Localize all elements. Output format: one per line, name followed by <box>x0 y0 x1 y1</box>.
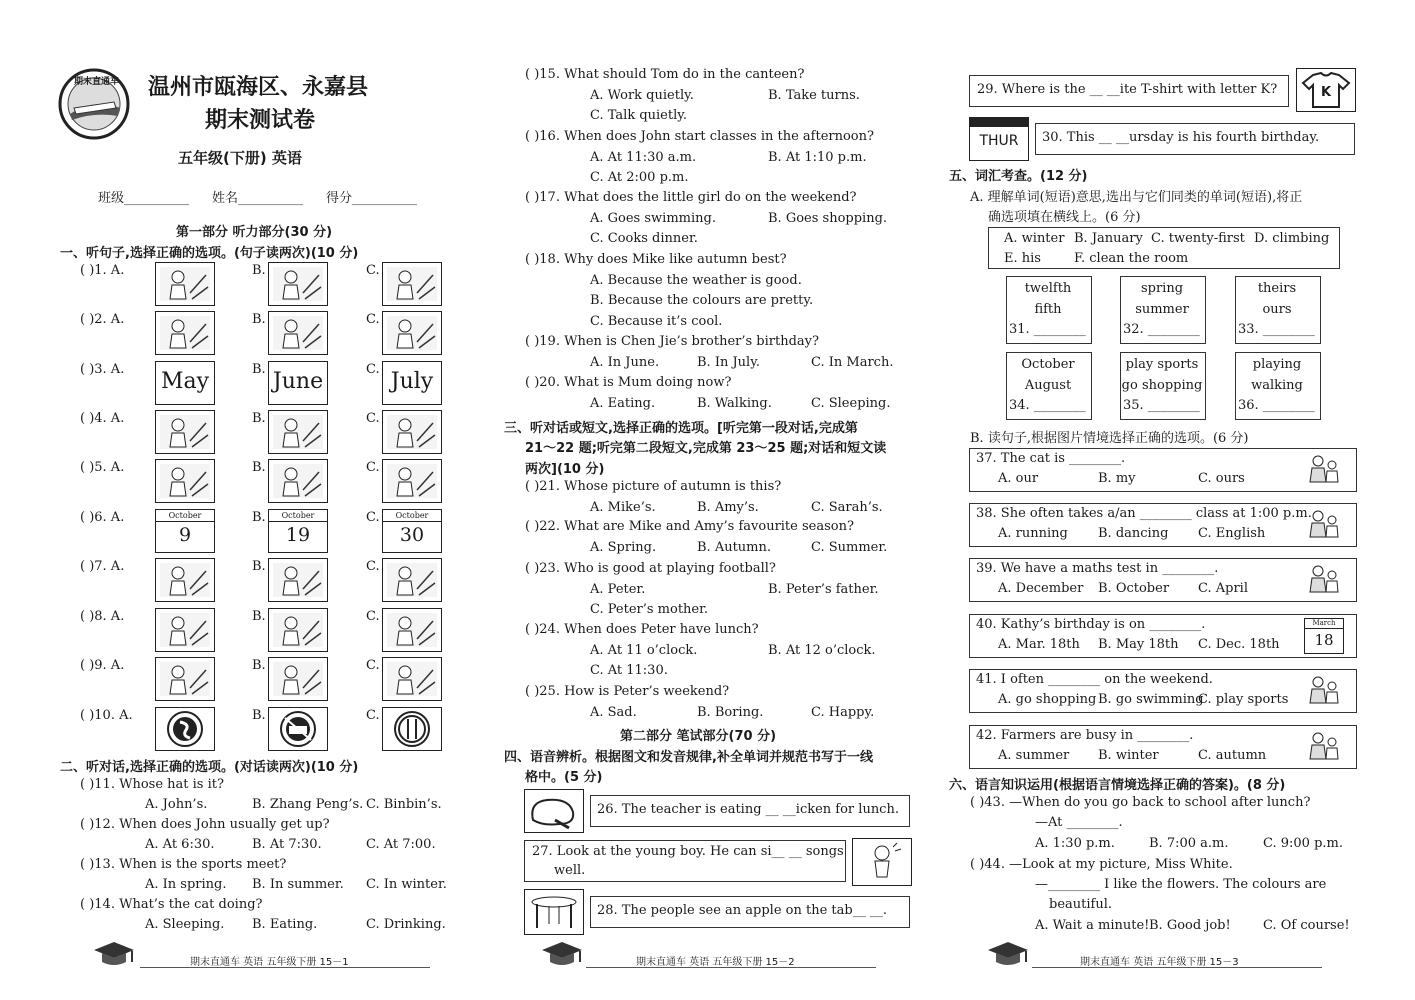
group-35-word1: play sports <box>1125 357 1199 372</box>
section1-title: 一、听句子,选择正确的选项。(句子读两次)(10 分) <box>60 246 359 261</box>
group-31-answer[interactable]: 31. ________ <box>1009 322 1086 337</box>
q38-c[interactable]: C. English <box>1198 526 1266 541</box>
sketch-illustration <box>383 312 441 354</box>
q42-a[interactable]: A. summer <box>998 748 1070 763</box>
calendar-month: October <box>156 510 214 522</box>
q44-c[interactable]: C. Of course! <box>1263 918 1350 933</box>
q27-line2: well. <box>554 863 586 878</box>
q2-option-a-image[interactable] <box>155 311 215 355</box>
q2-c-label: C. <box>366 312 380 327</box>
group-34-answer[interactable]: 34. ________ <box>1009 398 1086 413</box>
section2-title: 二、听对话,选择正确的选项。(对话读两次)(10 分) <box>60 760 359 775</box>
group-33-word1: theirs <box>1257 281 1297 296</box>
q7-c-label: C. <box>366 559 380 574</box>
q7-b-label: B. <box>252 559 266 574</box>
part1-title: 第一部分 听力部分(30 分) <box>176 225 333 240</box>
q1-option-c-image[interactable] <box>382 262 442 306</box>
month-a: May <box>160 369 210 394</box>
thur-label: THUR <box>979 133 1019 149</box>
section6-title: 六、语言知识运用(根据语言情境选择正确的答案)。(8 分) <box>949 778 1286 793</box>
q25: ( )25. How is Peter’s weekend? <box>525 684 730 699</box>
group-36-word2: walking <box>1251 378 1303 393</box>
q6-option-b-image[interactable] <box>268 509 328 553</box>
calendar-icon <box>1304 618 1344 654</box>
q16-b[interactable]: B. At 1:10 p.m. <box>768 150 867 165</box>
q10-option-a-image[interactable] <box>155 707 215 751</box>
section4-title-l1: 四、语音辨析。根据图文和发音规律,补全单词并规范书写于一线 <box>504 750 873 765</box>
q8-option-a-image[interactable] <box>155 608 215 652</box>
q30[interactable]: 30. This __ __ursday is his fourth birthday. <box>1042 130 1320 145</box>
q12-b[interactable]: B. At 7:30. <box>252 837 322 852</box>
q3-c-label: C. <box>366 362 380 377</box>
q15-b[interactable]: B. Take turns. <box>768 88 860 103</box>
q24: ( )24. When does Peter have lunch? <box>525 622 759 637</box>
q13-c[interactable]: C. In winter. <box>366 877 447 892</box>
group-32-word2: summer <box>1135 302 1189 317</box>
q42-b[interactable]: B. winter <box>1098 748 1159 763</box>
q24-a[interactable]: A. At 11 o’clock. <box>590 643 698 658</box>
q5-option-a-image[interactable] <box>155 459 215 503</box>
q4-option-a-image[interactable] <box>155 410 215 454</box>
q20: ( )20. What is Mum doing now? <box>525 375 732 390</box>
sketch-illustration <box>269 559 327 601</box>
group-32-answer[interactable]: 32. ________ <box>1123 322 1200 337</box>
q19-b[interactable]: B. In July. <box>697 355 760 370</box>
q25-a[interactable]: A. Sad. <box>590 705 637 720</box>
q1-b-label: B. <box>252 263 266 278</box>
q8-c-label: C. <box>366 609 380 624</box>
q7-label: ( )7. A. <box>80 559 125 574</box>
sketch-illustration <box>383 559 441 601</box>
family-icon <box>1304 452 1342 486</box>
grade-subject: 五年级(下册) 英语 <box>178 149 302 167</box>
q11: ( )11. Whose hat is it? <box>80 777 224 792</box>
q5-option-b-image[interactable] <box>268 459 328 503</box>
q4-option-b-image[interactable] <box>268 410 328 454</box>
title-line-1: 温州市瓯海区、永嘉县 <box>148 75 369 100</box>
sketch-illustration <box>156 609 214 651</box>
q21-a[interactable]: A. Mike’s. <box>590 500 656 515</box>
q11-a[interactable]: A. John’s. <box>145 797 208 812</box>
q39: 39. We have a maths test in ________. <box>976 561 1219 576</box>
group-35-answer[interactable]: 35. ________ <box>1123 398 1200 413</box>
q15-a[interactable]: A. Work quietly. <box>590 88 694 103</box>
q11-b[interactable]: B. Zhang Peng’s. <box>252 797 364 812</box>
q1-option-b-image[interactable] <box>268 262 328 306</box>
q18: ( )18. Why does Mike like autumn best? <box>525 252 787 267</box>
q43-b[interactable]: B. 7:00 a.m. <box>1149 836 1229 851</box>
footer-page-1: 期末直通车 英语 五年级下册 15－1 <box>190 957 349 968</box>
q2-label: ( )2. A. <box>80 312 125 327</box>
q3-option-c-image[interactable] <box>382 361 442 405</box>
q18-b[interactable]: B. Because the colours are pretty. <box>590 293 814 308</box>
q22-b[interactable]: B. Autumn. <box>697 540 772 555</box>
q10-b-label: B. <box>252 708 266 723</box>
q19: ( )19. When is Chen Jie’s brother’s birthday? <box>525 334 819 349</box>
option-e: E. his <box>1004 251 1041 266</box>
q20-b[interactable]: B. Walking. <box>697 396 772 411</box>
q2-option-c-image[interactable] <box>382 311 442 355</box>
calendar-day: 18 <box>1314 631 1334 649</box>
q22-c[interactable]: C. Summer. <box>811 540 888 555</box>
q10-label: ( )10. A. <box>80 708 133 723</box>
sketch-illustration <box>156 658 214 700</box>
q23-a[interactable]: A. Peter. <box>590 582 646 597</box>
sketch-illustration <box>383 411 441 453</box>
q12-c[interactable]: C. At 7:00. <box>366 837 436 852</box>
q8-option-c-image[interactable] <box>382 608 442 652</box>
shopping-icon <box>1304 673 1342 707</box>
q6-option-c-image[interactable] <box>382 509 442 553</box>
q4-b-label: B. <box>252 411 266 426</box>
score-field[interactable]: 得分__________ <box>326 191 418 206</box>
q25-c[interactable]: C. Happy. <box>811 705 875 720</box>
q9-option-c-image[interactable] <box>382 657 442 701</box>
singing-boy-image <box>852 838 912 886</box>
group-36-answer[interactable]: 36. ________ <box>1238 398 1315 413</box>
q10-c-label: C. <box>366 708 380 723</box>
q39-b[interactable]: B. October <box>1098 581 1170 596</box>
section5-title: 五、词汇考查。(12 分) <box>949 169 1088 184</box>
chicken-leg-image <box>524 789 584 833</box>
graduation-cap-icon <box>540 940 584 970</box>
section5a-l1: A. 理解单词(短语)意思,选出与它们同类的单词(短语),将正 <box>970 190 1303 205</box>
q28[interactable]: 28. The people see an apple on the tab__ __. <box>597 903 887 918</box>
q17-a[interactable]: A. Goes swimming. <box>590 211 716 226</box>
q19-c[interactable]: C. In March. <box>811 355 894 370</box>
q14-b[interactable]: B. Eating. <box>252 917 318 932</box>
calendar-month: October <box>269 510 327 522</box>
q7-option-c-image[interactable] <box>382 558 442 602</box>
group-31-word2: fifth <box>1034 302 1062 317</box>
group-33-answer[interactable]: 33. ________ <box>1238 322 1315 337</box>
sketch-illustration <box>269 609 327 651</box>
q38-b[interactable]: B. dancing <box>1098 526 1169 541</box>
q21: ( )21. Whose picture of autumn is this? <box>525 479 782 494</box>
sketch-illustration <box>383 658 441 700</box>
q2-b-label: B. <box>252 312 266 327</box>
q26[interactable]: 26. The teacher is eating __ __icken for lunch. <box>597 802 899 817</box>
q37-a[interactable]: A. our <box>998 471 1039 486</box>
sketch-illustration <box>383 609 441 651</box>
q22: ( )22. What are Mike and Amy’s favourite season? <box>525 519 854 534</box>
q20-a[interactable]: A. Eating. <box>590 396 656 411</box>
part2-title: 第二部分 笔试部分(70 分) <box>620 729 777 744</box>
q16-a[interactable]: A. At 11:30 a.m. <box>590 150 697 165</box>
q17-b[interactable]: B. Goes shopping. <box>768 211 888 226</box>
section3-title-l3: 两次](10 分) <box>525 462 605 477</box>
group-36-word1: playing <box>1252 357 1302 372</box>
group-34-word2: August <box>1024 378 1072 393</box>
q41-c[interactable]: C. play sports <box>1198 692 1289 707</box>
q38-a[interactable]: A. running <box>998 526 1068 541</box>
q8-label: ( )8. A. <box>80 609 125 624</box>
q37-c[interactable]: C. ours <box>1198 471 1245 486</box>
q41: 41. I often ________ on the weekend. <box>976 672 1213 687</box>
section3-title-l2: 21～22 题;听完第二段短文,完成第 23～25 题;对话和短文读 <box>525 441 887 456</box>
sketch-illustration <box>156 460 214 502</box>
q20-c[interactable]: C. Sleeping. <box>811 396 891 411</box>
sketch-illustration <box>383 460 441 502</box>
q13-b[interactable]: B. In summer. <box>252 877 344 892</box>
q6-option-a-image[interactable] <box>155 509 215 553</box>
sketch-illustration <box>269 658 327 700</box>
option-f: F. clean the room <box>1074 251 1189 266</box>
sketch-illustration <box>156 312 214 354</box>
month-c: July <box>390 369 434 394</box>
q24-c[interactable]: C. At 11:30. <box>590 663 668 678</box>
q24-b[interactable]: B. At 12 o’clock. <box>768 643 876 658</box>
dining-icon <box>383 708 441 750</box>
group-32-word1: spring <box>1140 281 1184 296</box>
q6-c-label: C. <box>366 510 380 525</box>
q18-a[interactable]: A. Because the weather is good. <box>590 273 802 288</box>
q23-b[interactable]: B. Peter’s father. <box>768 582 879 597</box>
q22-a[interactable]: A. Spring. <box>590 540 657 555</box>
q27-line1[interactable]: 27. Look at the young boy. He can si__ __ songs <box>532 844 844 859</box>
q3-label: ( )3. A. <box>80 362 125 377</box>
calendar-month: March <box>1305 619 1343 629</box>
sketch-illustration <box>156 411 214 453</box>
q9-option-b-image[interactable] <box>268 657 328 701</box>
q12-a[interactable]: A. At 6:30. <box>145 837 215 852</box>
q21-b[interactable]: B. Amy’s. <box>697 500 759 515</box>
q37-b[interactable]: B. my <box>1098 471 1136 486</box>
q42: 42. Farmers are busy in ________. <box>976 728 1194 743</box>
q23: ( )23. Who is good at playing football? <box>525 561 776 576</box>
q5-label: ( )5. A. <box>80 460 125 475</box>
q17: ( )17. What does the little girl do on the weekend? <box>525 190 857 205</box>
q14-c[interactable]: C. Drinking. <box>366 917 446 932</box>
q44-l1: ( )44. —Look at my picture, Miss White. <box>970 857 1233 872</box>
q8-b-label: B. <box>252 609 266 624</box>
calendar-month: October <box>383 510 441 522</box>
q14-a[interactable]: A. Sleeping. <box>145 917 225 932</box>
q4-option-c-image[interactable] <box>382 410 442 454</box>
section3-title-l1: 三、听对话或短文,选择正确的选项。[听完第一段对话,完成第 <box>504 421 858 436</box>
q23-c[interactable]: C. Peter’s mother. <box>590 602 709 617</box>
q7-option-a-image[interactable] <box>155 558 215 602</box>
q40-c[interactable]: C. Dec. 18th <box>1198 637 1280 652</box>
q9-option-a-image[interactable] <box>155 657 215 701</box>
q19-a[interactable]: A. In June. <box>590 355 660 370</box>
q1-option-a-image[interactable] <box>155 262 215 306</box>
q9-b-label: B. <box>252 658 266 673</box>
section5a-l2: 确选项填在横线上。(6 分) <box>988 210 1141 225</box>
q42-c[interactable]: C. autumn <box>1198 748 1267 763</box>
option-c: C. twenty-first <box>1151 231 1245 246</box>
section4-title-l2: 格中。(5 分) <box>525 770 603 785</box>
footer-page-2: 期末直通车 英语 五年级下册 15－2 <box>636 957 795 968</box>
q9-c-label: C. <box>366 658 380 673</box>
q8-option-b-image[interactable] <box>268 608 328 652</box>
farm-icon <box>1304 729 1342 763</box>
q17-c[interactable]: C. Cooks dinner. <box>590 231 698 246</box>
q3-option-b-image[interactable] <box>268 361 328 405</box>
sketch-illustration <box>269 411 327 453</box>
q37: 37. The cat is ________. <box>976 451 1126 466</box>
q39-c[interactable]: C. April <box>1198 581 1248 596</box>
sketch-illustration <box>269 312 327 354</box>
q18-c[interactable]: C. Because it’s cool. <box>590 314 723 329</box>
q5-c-label: C. <box>366 460 380 475</box>
group-33-word2: ours <box>1262 302 1292 317</box>
table-image <box>524 889 584 935</box>
q16-c[interactable]: C. At 2:00 p.m. <box>590 170 689 185</box>
q5-option-c-image[interactable] <box>382 459 442 503</box>
q44-l2: —________ I like the flowers. The colours are <box>1035 877 1327 892</box>
q43-l2: —At ________. <box>1035 815 1123 830</box>
q1-label: ( )1. A. <box>80 263 125 278</box>
q9-label: ( )9. A. <box>80 658 125 673</box>
q13-a[interactable]: A. In spring. <box>145 877 227 892</box>
sketch-illustration <box>156 263 214 305</box>
q41-a[interactable]: A. go shopping <box>998 692 1097 707</box>
option-d: D. climbing <box>1254 231 1330 246</box>
q44-l3: beautiful. <box>1049 897 1112 912</box>
sketch-illustration <box>156 559 214 601</box>
month-b: June <box>272 369 324 394</box>
q43-a[interactable]: A. 1:30 p.m. <box>1035 836 1115 851</box>
no-reading-icon <box>269 708 327 750</box>
q38: 38. She often takes a/an ________ class at 1:00 p.m. <box>976 506 1312 521</box>
q11-c[interactable]: C. Binbin’s. <box>366 797 442 812</box>
q43-l1: ( )43. —When do you go back to school after lunch? <box>970 795 1311 810</box>
thursday-calendar-image <box>969 117 1029 161</box>
graduation-cap-icon <box>986 940 1030 970</box>
calendar-day: 9 <box>178 524 192 546</box>
q44-b[interactable]: B. Good job! <box>1149 918 1231 933</box>
dance-class-icon <box>1304 507 1342 541</box>
q39-a[interactable]: A. December <box>998 581 1084 596</box>
q5-b-label: B. <box>252 460 266 475</box>
q10-option-b-image[interactable] <box>268 707 328 751</box>
q10-option-c-image[interactable] <box>382 707 442 751</box>
group-34-word1: October <box>1021 357 1075 372</box>
tshirt-image <box>1296 68 1356 112</box>
group-35-word2: go shopping <box>1121 378 1203 393</box>
q40: 40. Kathy’s birthday is on ________. <box>976 617 1206 632</box>
q15-c[interactable]: C. Talk quietly. <box>590 108 688 123</box>
q29[interactable]: 29. Where is the __ __ite T-shirt with letter K? <box>977 82 1278 97</box>
q14: ( )14. What’s the cat doing? <box>80 897 263 912</box>
title-line-2: 期末测试卷 <box>205 108 316 133</box>
sketch-illustration <box>269 460 327 502</box>
q6-label: ( )6. A. <box>80 510 125 525</box>
q12: ( )12. When does John usually get up? <box>80 817 330 832</box>
group-31-word1: twelfth <box>1024 281 1072 296</box>
q25-b[interactable]: B. Boring. <box>697 705 764 720</box>
q4-label: ( )4. A. <box>80 411 125 426</box>
q13: ( )13. When is the sports meet? <box>80 857 287 872</box>
logo-text: 期末直通车 <box>74 77 120 87</box>
q43-c[interactable]: C. 9:00 p.m. <box>1263 836 1343 851</box>
sketch-illustration <box>269 263 327 305</box>
tshirt-letter: K <box>1321 85 1332 100</box>
graduation-cap-icon <box>92 940 136 970</box>
q15: ( )15. What should Tom do in the canteen? <box>525 67 805 82</box>
q40-b[interactable]: B. May 18th <box>1098 637 1179 652</box>
class-field[interactable]: 班级__________ <box>98 191 190 206</box>
q2-option-b-image[interactable] <box>268 311 328 355</box>
option-a: A. winter <box>1004 231 1065 246</box>
calendar-day: 19 <box>285 524 311 546</box>
q3-option-a-image[interactable] <box>155 361 215 405</box>
q44-a[interactable]: A. Wait a minute! <box>1035 918 1150 933</box>
footer-page-3: 期末直通车 英语 五年级下册 15－3 <box>1080 957 1239 968</box>
option-b: B. January <box>1074 231 1143 246</box>
q21-c[interactable]: C. Sarah’s. <box>811 500 883 515</box>
section5b-title: B. 读句子,根据图片情境选择正确的选项。(6 分) <box>970 431 1249 446</box>
q4-c-label: C. <box>366 411 380 426</box>
calendar-day: 30 <box>399 524 425 546</box>
q40-a[interactable]: A. Mar. 18th <box>998 637 1080 652</box>
q1-c-label: C. <box>366 263 380 278</box>
q16: ( )16. When does John start classes in the afternoon? <box>525 129 874 144</box>
q3-b-label: B. <box>252 362 266 377</box>
test-paper-icon <box>1304 562 1342 596</box>
q6-b-label: B. <box>252 510 266 525</box>
no-smoking-icon <box>156 708 214 750</box>
q41-b[interactable]: B. go swimming <box>1098 692 1204 707</box>
q7-option-b-image[interactable] <box>268 558 328 602</box>
name-field[interactable]: 姓名__________ <box>212 191 304 206</box>
sketch-illustration <box>383 263 441 305</box>
